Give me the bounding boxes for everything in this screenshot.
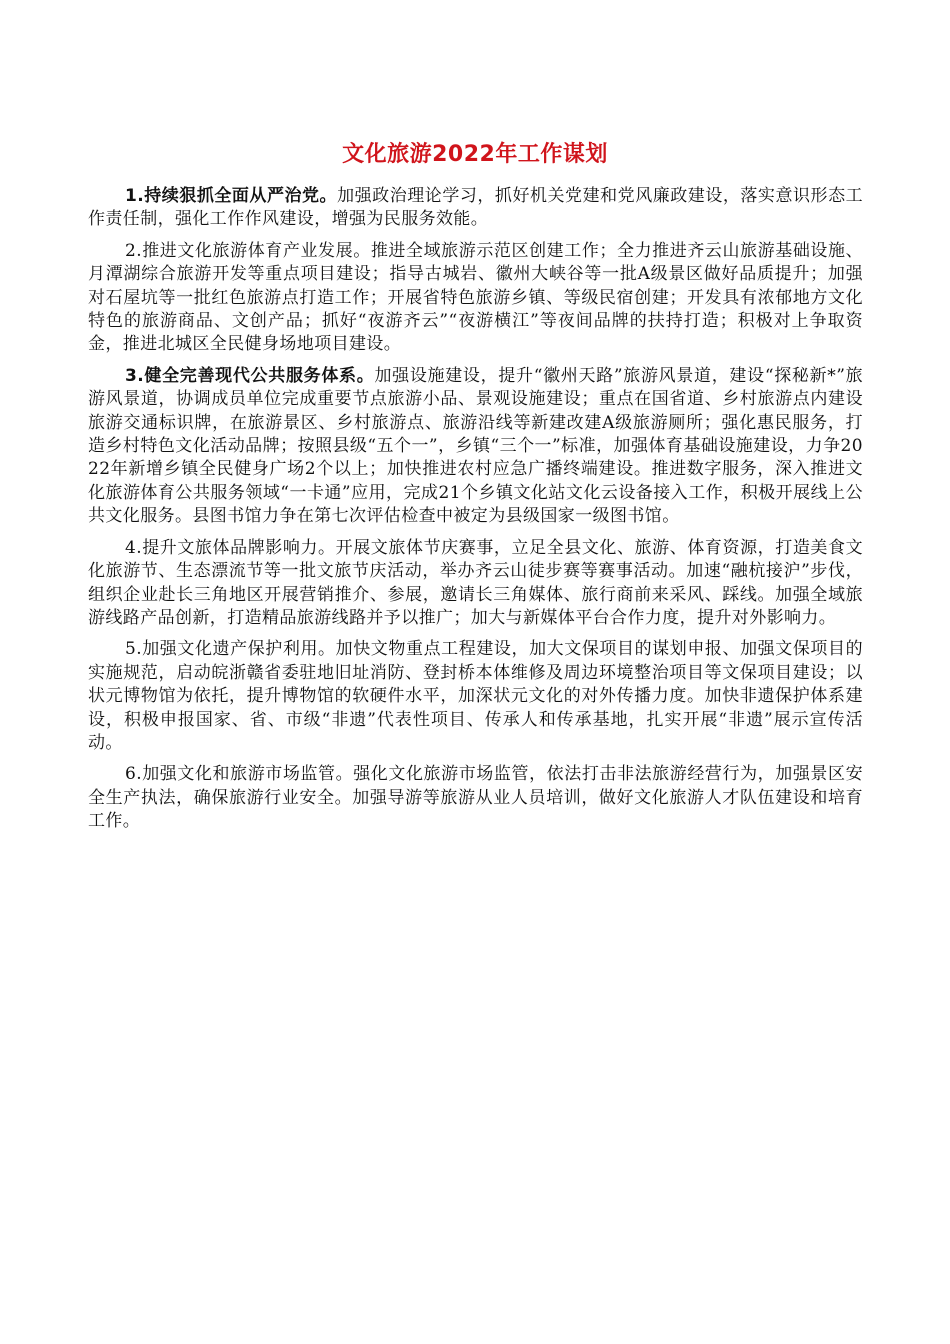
document-title: 文化旅游2022年工作谋划 [342,142,608,167]
paragraph-6-text: 强化文化旅游市场监管，依法打击非法旅游经营行为，加强景区安全生产执法，确保旅游行业安全。加强导游等旅游从业人员培训，做好文化旅游人才队伍建设和培育工作。 [88,764,863,832]
paragraph-6 [88,763,863,833]
paragraph-3-text: 加强设施建设，提升“徽州天路”旅游风景道，建设“探秘新*”旅游风景道，协调成员单位完成重要节点旅游小品、景观设施建设；重点在国省道、乡村旅游点内建设旅游交通标识牌，在旅游景区、乡村旅游点、旅游沿线等新建改建A级旅游厕所；强化惠民服务，打造乡村特色文化活动品牌；按照县级“五个一”，乡镇“三个一”标准，加强体育基础设施建设，力争2022年新增乡镇全民健身广场2个以上；加快推进农村应急广播终端建设。推进数字服务，深入推进文化旅游体育公共服务领域“一卡通”应用，完成21个乡镇文化站文化云设备接入工作，积极开展线上公共文化服务。县图书馆力争在第七次评估检查中被定为县级国家一级图书馆。 [88,365,863,527]
paragraph-2-heading: 2.推进文化旅游体育产业发展。 [125,240,371,261]
paragraph-6-heading: 6.加强文化和旅游市场监管。 [125,764,354,785]
paragraph-5 [88,638,863,755]
paragraph-3-heading: 3.健全完善现代公共服务体系。 [125,365,375,386]
paragraph-1 [88,185,863,232]
paragraph-5-heading: 5.加强文化遗产保护利用。 [125,639,336,660]
paragraph-3 [88,365,863,529]
paragraph-2 [88,240,863,357]
paragraph-1-text: 加强政治理论学习，抓好机关党建和党风廉政建设，落实意识形态工作责任制，强化工作作风建设，增强为民服务效能。 [88,186,863,230]
document-body [88,185,863,842]
paragraph-4-heading: 4.提升文旅体品牌影响力。 [125,537,336,558]
paragraph-5-text: 加快文物重点工程建设，加大文保项目的谋划申报、加强文保项目的实施规范，启动皖浙赣省委驻地旧址消防、登封桥本体维修及周边环境整治项目等文保项目建设；以状元博物馆为依托，提升博物馆的软硬件水平，加深状元文化的对外传播力度。加快非遗保护体系建设，积极申报国家、省、市级“非遗”代表性项目、传承人和传承基地，扎实开展“非遗”展示宣传活动。 [88,639,863,753]
paragraph-2-text: 推进全域旅游示范区创建工作；全力推进齐云山旅游基础设施、月潭湖综合旅游开发等重点项目建设；指导古城岩、徽州大峡谷等一批A级景区做好品质提升；加强对石屋坑等一批红色旅游点打造工作；开展省特色旅游乡镇、等级民宿创建；开发具有浓郁地方文化特色的旅游商品、文创产品；抓好“夜游齐云”“夜游横江”等夜间品牌的扶持打造；积极对上争取资金，推进北城区全民健身场地项目建设。 [88,240,863,355]
paragraph-1-heading: 1.持续狠抓全面从严治党。 [125,186,338,206]
paragraph-4 [88,537,863,631]
paragraph-4-text: 开展文旅体节庆赛事，立足全县文化、旅游、体育资源，打造美食文化旅游节、生态漂流节等一批文旅节庆活动，举办齐云山徒步赛等赛事活动。加速“融杭接沪”步伐，组织企业赴长三角地区开展营销推介、参展，邀请长三角媒体、旅行商前来采风、踩线。加强全域旅游线路产品创新，打造精品旅游线路并予以推广；加大与新媒体平台合作力度，提升对外影响力。 [88,537,863,628]
